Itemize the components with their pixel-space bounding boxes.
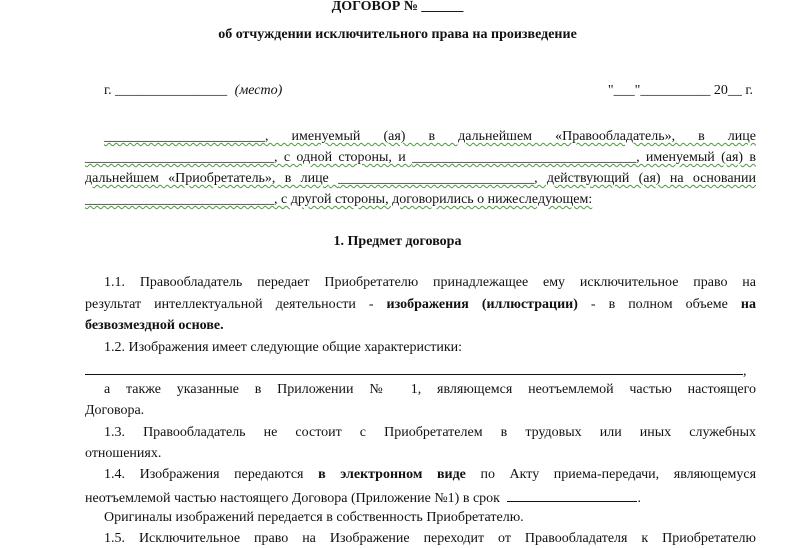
clause-1-5-line-1: 1.5. Исключительное право на Изображение переходит от Правообладателя к Приобретателю	[104, 531, 756, 546]
clause-1-2-line-1: 1.2. Изображения имеет следующие общие характеристики:	[104, 340, 463, 355]
contract-subtitle: об отчуждении исключительного права на произведение	[218, 27, 577, 42]
city-field: г. ________________	[104, 83, 228, 98]
place-hint: (место)	[234, 83, 283, 98]
parties-line-2: ___________________________, с одной стороны, и ________________________________, именуемый (ая) в	[85, 150, 756, 165]
characteristics-blank	[85, 360, 743, 375]
deadline-blank	[507, 487, 637, 502]
clause-1-1-line-3: безвозмездной основе.	[85, 318, 224, 333]
parties-line-3: дальнейшем «Приобретатель», в лице ____________________________, действующий (ая) на основании	[85, 171, 757, 186]
clause-1-1-line-2: результат интеллектуальной деятельности - изображения (иллюстрации) - в полном объеме на	[85, 297, 756, 312]
clause-1-2-line-3: а также указанные в Приложении № 1, являющемся неотъемлемой частью настоящего	[104, 382, 756, 397]
clause-1-4-line-1: 1.4. Изображения передаются в электронном виде по Акту приема-передачи, являющемуся	[104, 467, 757, 482]
clause-1-4-line-2: неотъемлемой частью настоящего Договора (Приложение №1) в срок .	[85, 487, 641, 508]
parties-line-4: ___________________________, с другой стороны, договорились о нижеследующем:	[85, 192, 593, 207]
clause-1-4-line-3: Оригиналы изображений передается в собственность Приобретателю.	[104, 510, 524, 525]
clause-1-3-line-2: отношениях.	[85, 446, 162, 461]
clause-1-2-line-4: Договора.	[85, 403, 145, 418]
clause-1-1-line-1: 1.1. Правообладатель передает Приобретателю принадлежащее ему исключительное право на	[104, 275, 756, 290]
clause-1-2-blank: ,	[85, 360, 747, 381]
contract-title: ДОГОВОР № ______	[331, 0, 464, 14]
city-line	[104, 82, 282, 100]
section-heading: 1. Предмет договора	[333, 234, 462, 249]
date-field: "___"__________ 20__ г.	[607, 83, 753, 98]
clause-1-3-line-1: 1.3. Правообладатель не состоит с Приобретателем в трудовых или иных служебных	[104, 425, 756, 440]
parties-line-1: _______________________, именуемый (ая) в дальнейшем «Правообладатель», в лице	[104, 129, 756, 144]
